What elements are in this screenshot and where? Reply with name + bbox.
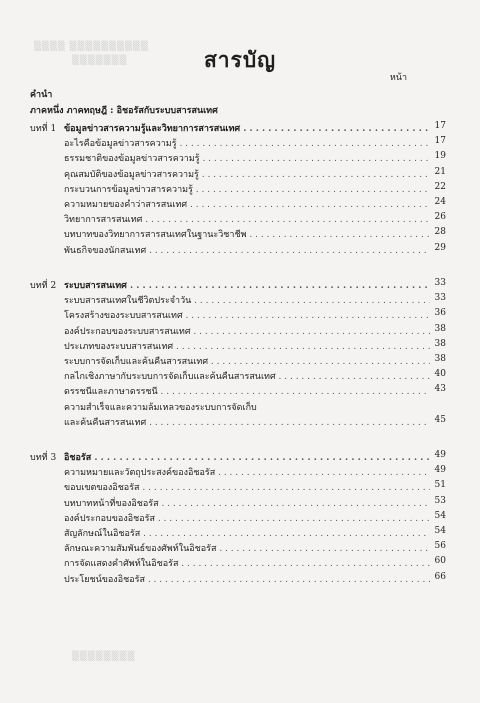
bleed-through-text: ▒▒▒▒ ▒▒▒▒▒▒▒▒▒▒ [34, 42, 149, 52]
entry-page: 17 [434, 136, 446, 147]
entry-page: 66 [434, 571, 446, 582]
toc-entry [30, 324, 446, 339]
entry-title: ระบบสารสนเทศ . . . [64, 278, 430, 292]
entry-title: บทบาทของวิทยาการสารสนเทศในฐานะวิชาชีพ . . . [64, 227, 430, 241]
toc-entry [30, 227, 446, 242]
entry-title: ขอบเขตของอิชอรัส . . . [64, 480, 430, 494]
toc-entry [30, 541, 446, 556]
toc-entry [30, 496, 446, 511]
entry-title: องค์ประกอบของระบบสารสนเทศ . . . [64, 324, 430, 338]
entry-page: 45 [434, 414, 446, 425]
entry-title: การจัดแสดงคำศัพท์ในอิชอรัส . . . [64, 556, 430, 570]
entry-title: กลไกเชิงภาษากับระบบการจัดเก็บและค้นคืนสารสนเทศ . . . [64, 369, 430, 383]
entry-title: ความหมายและวัตถุประสงค์ของอิชอรัส . . . [64, 465, 430, 479]
toc-entry [30, 308, 446, 323]
entry-page: 28 [434, 227, 446, 238]
entry-page: 54 [434, 525, 446, 536]
toc-entry [30, 415, 446, 430]
page-column-label: หน้า [389, 73, 407, 83]
chapter-label: บทที่ 1 [30, 124, 57, 134]
entry-page: 26 [434, 212, 446, 223]
entry-page: 60 [434, 556, 446, 567]
toc-entry [30, 339, 446, 354]
page-title: สารบัญ [203, 47, 277, 72]
toc-entry [30, 354, 446, 369]
entry-page: 29 [434, 242, 446, 253]
entry-title: และค้นคืนสารสนเทศ . . . [64, 415, 430, 429]
entry-page: 21 [434, 166, 446, 177]
toc-entry [30, 511, 446, 526]
entry-page: 38 [434, 353, 446, 364]
toc-entry [30, 212, 446, 227]
toc-entry [30, 480, 446, 495]
bleed-through-text: ▒▒▒▒▒▒▒ [72, 56, 128, 66]
entry-title: ประโยชน์ของอิชอรัส . . . [64, 572, 430, 586]
toc-entry [30, 572, 446, 587]
toc-entry [30, 369, 446, 384]
entry-title: ดรรชนีและภาษาดรรชนี . . . [64, 384, 430, 398]
entry-title: ระบบสารสนเทศในชีวิตประจำวัน . . . [64, 293, 430, 307]
toc-entry [30, 151, 446, 166]
chapter-label: บทที่ 3 [30, 453, 57, 463]
entry-title: ประเภทของระบบสารสนเทศ . . . [64, 339, 430, 353]
entry-page: 49 [434, 450, 446, 460]
entry-page: 33 [434, 278, 446, 288]
toc-entry [30, 465, 446, 480]
toc-chapter-3 [30, 450, 446, 587]
toc-entry [30, 182, 446, 197]
entry-page: 36 [434, 308, 446, 319]
toc-entry [30, 121, 446, 136]
entry-page: 56 [434, 541, 446, 552]
entry-page: 49 [434, 465, 446, 476]
entry-title: อะไรคือข้อมูลข่าวสารความรู้ . . . [64, 136, 430, 150]
entry-title: บทบาทหน้าที่ของอิชอรัส . . . [64, 496, 430, 510]
entry-title: ลักษณะความสัมพันธ์ของศัพท์ในอิชอรัส . . . [64, 541, 430, 555]
entry-page: 40 [434, 369, 446, 380]
toc-chapter-2 [30, 278, 446, 430]
entry-page: 43 [434, 384, 446, 395]
toc-entry [30, 243, 446, 258]
toc-entry [30, 278, 446, 293]
entry-title: พันธกิจของนักสนเทศ . . . [64, 243, 430, 257]
toc-entry [30, 450, 446, 465]
toc-chapter-1 [30, 121, 446, 258]
toc-entry [30, 526, 446, 541]
entry-title: กระบวนการข้อมูลข่าวสารความรู้ . . . [64, 182, 430, 196]
toc-intro-entry: คำนำ [30, 90, 53, 100]
toc-entry [30, 167, 446, 182]
entry-title: ธรรมชาติของข้อมูลข่าวสารความรู้ . . . [64, 151, 430, 165]
entry-title: วิทยาการสารสนเทศ . . . [64, 212, 430, 226]
entry-page: 51 [434, 480, 446, 491]
entry-page: 17 [434, 121, 446, 131]
entry-title: อิชอรัส . . . [64, 450, 430, 464]
toc-entry [30, 384, 446, 399]
chapter-label: บทที่ 2 [30, 281, 57, 291]
entry-page: 53 [434, 495, 446, 506]
entry-page: 54 [434, 510, 446, 521]
toc-entry [30, 136, 446, 151]
bleed-through-text: ▒▒▒▒▒▒▒▒ [72, 652, 136, 662]
entry-page: 38 [434, 323, 446, 334]
entry-page: 24 [434, 196, 446, 207]
entry-page: 19 [434, 151, 446, 162]
toc-entry [30, 293, 446, 308]
entry-title: ความหมายของคำว่าสารสนเทศ . . . [64, 197, 430, 211]
toc-entry [30, 556, 446, 571]
toc-part-heading: ภาคหนึ่ง ภาคทฤษฎี : อิชอรัสกับระบบสารสนเทศ [30, 106, 218, 116]
entry-page: 22 [434, 181, 446, 192]
entry-title: ระบบการจัดเก็บและค้นคืนสารสนเทศ . . . [64, 354, 430, 368]
entry-title: องค์ประกอบของอิชอรัส . . . [64, 511, 430, 525]
entry-title: คุณสมบัติของข้อมูลข่าวสารความรู้ . . . [64, 167, 430, 181]
entry-title: ความสำเร็จและความล้มเหลวของระบบการจัดเก็บ [64, 402, 257, 413]
entry-title: สัญลักษณ์ในอิชอรัส . . . [64, 526, 430, 540]
entry-page: 38 [434, 338, 446, 349]
entry-page: 33 [434, 293, 446, 304]
toc-entry [30, 400, 446, 415]
toc-entry [30, 197, 446, 212]
entry-title: โครงสร้างของระบบสารสนเทศ . . . [64, 308, 430, 322]
entry-title: ข้อมูลข่าวสารความรู้และวิทยาการสารสนเทศ . . . [64, 121, 430, 135]
